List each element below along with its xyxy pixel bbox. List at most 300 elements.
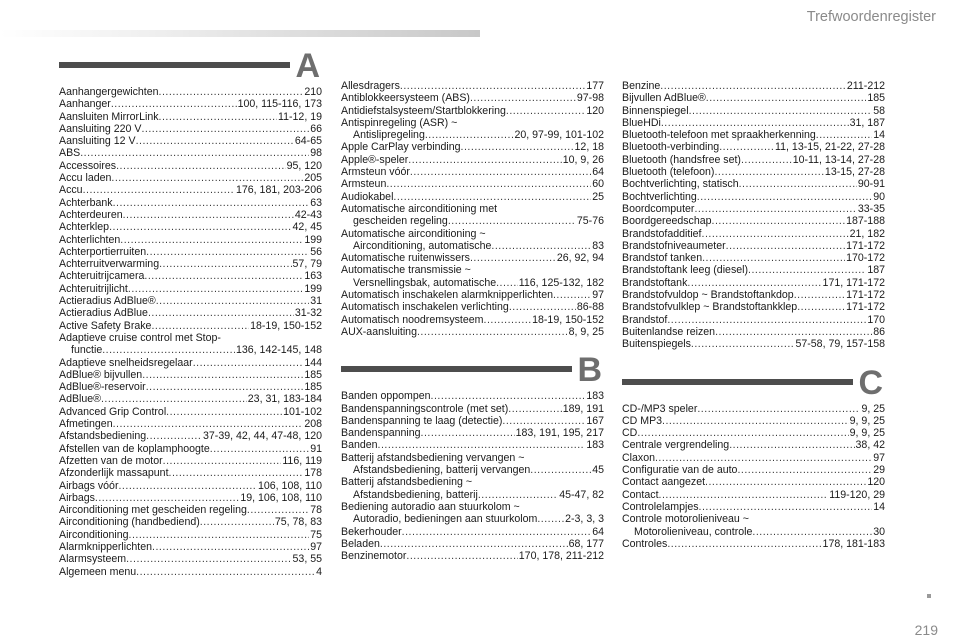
- entry-term: AdBlue®: [59, 393, 101, 406]
- entry-term: Advanced Grip Control: [59, 405, 167, 418]
- entry-term: Automatisch inschakelen verlichting: [341, 301, 509, 314]
- entry-leader-dots: [406, 550, 517, 562]
- entry-term: Automatische airconditioning ~: [341, 227, 486, 240]
- index-entry: [341, 264, 604, 276]
- entry-leader-dots: [816, 129, 872, 141]
- entry-leader-dots: [408, 154, 561, 166]
- entry-term: Batterij afstandsbediening vervangen ~: [341, 451, 525, 464]
- entry-leader-dots: [417, 326, 568, 338]
- entry-leader-dots: [101, 393, 247, 405]
- entry-leader-dots: [661, 117, 849, 129]
- index-entry: [341, 550, 604, 562]
- entry-leader-dots: [163, 455, 282, 467]
- entry-pages: 37-39, 42, 44, 47-48, 120: [203, 430, 322, 443]
- index-entry: [622, 338, 885, 350]
- entry-term: Brandstoftank leeg (diesel): [622, 264, 749, 277]
- index-entry: [341, 92, 604, 104]
- entry-leader-dots: [113, 418, 304, 430]
- entry-pages: 171-172: [846, 239, 885, 252]
- index-entry: [59, 147, 322, 159]
- page-marker-dot: [927, 594, 931, 598]
- entry-leader-dots: [378, 439, 586, 451]
- entry-term: Claxon: [622, 451, 655, 464]
- index-entry: [622, 289, 885, 301]
- entry-leader-dots: [380, 538, 568, 550]
- entry-term: Controlelampjes: [622, 500, 699, 513]
- index-entry: [341, 228, 604, 240]
- entry-leader-dots: [702, 252, 845, 264]
- entry-leader-dots: [461, 141, 574, 153]
- entry-leader-dots: [83, 184, 235, 196]
- entry-term: Bluetooth-telefoon met spraakherkenning: [622, 129, 816, 142]
- index-entry: [622, 154, 885, 166]
- entry-term: Apple®-speler: [341, 153, 409, 166]
- index-entry: [341, 240, 604, 252]
- entry-pages: 53, 55: [292, 553, 322, 566]
- entry-pages: 119-120, 29: [829, 488, 885, 501]
- entry-pages: 25: [592, 190, 604, 203]
- entry-leader-dots: [667, 314, 866, 326]
- index-entry: [341, 390, 604, 402]
- section-heading-c: [622, 363, 885, 403]
- entry-pages: 19, 106, 108, 110: [240, 491, 322, 504]
- entry-pages: 171, 171-172: [822, 276, 885, 289]
- entry-term: Contact aangezet: [622, 476, 706, 489]
- index-entry: [341, 252, 604, 264]
- entry-leader-dots: [80, 147, 309, 159]
- entry-pages: 100, 115-116, 173: [237, 98, 322, 111]
- entry-leader-dots: [491, 240, 591, 252]
- section-bar: [59, 62, 290, 68]
- entry-pages: 167: [586, 414, 604, 427]
- entry-leader-dots: [729, 439, 854, 451]
- index-entry: [59, 418, 322, 430]
- entry-term: Batterij afstandsbediening ~: [341, 476, 473, 489]
- entry-term: Bandenspanning: [341, 427, 421, 440]
- index-entry: [341, 105, 604, 117]
- index-entry: [59, 467, 322, 479]
- entry-term: Antidiefstalsysteem/Startblokkering: [341, 104, 506, 117]
- entry-leader-dots: [553, 289, 591, 301]
- entry-pages: 10, 9, 26: [562, 153, 604, 166]
- entry-term: Airconditioning: [59, 528, 129, 541]
- entry-leader-dots: [146, 246, 309, 258]
- index-entry: [59, 492, 322, 504]
- entry-leader-dots: [697, 191, 872, 203]
- index-entry: [59, 307, 322, 319]
- entry-pages: 56: [310, 245, 322, 258]
- entry-term: Actieradius AdBlue: [59, 307, 148, 320]
- index-entry: [59, 111, 322, 123]
- index-entry: [622, 191, 885, 203]
- entry-pages: 58: [873, 104, 885, 117]
- index-entry: [59, 197, 322, 209]
- entry-leader-dots: [126, 553, 291, 565]
- entry-term: Achterdeuren: [59, 208, 123, 221]
- entry-pages: 176, 181, 203-206: [235, 184, 322, 197]
- entry-term: Brandstofvuldop ~ Brandstoftankdop: [622, 289, 794, 302]
- entry-term: BlueHDi: [622, 116, 661, 129]
- entry-pages: 45: [592, 464, 604, 477]
- entry-pages: 10-11, 13-14, 27-28: [792, 153, 885, 166]
- entry-leader-dots: [393, 191, 591, 203]
- entry-leader-dots: [530, 464, 591, 476]
- section-heading-a: [59, 47, 322, 86]
- index-entry: [59, 443, 322, 455]
- index-entry: [622, 166, 885, 178]
- entry-leader-dots: [496, 277, 518, 289]
- entry-pages: 12, 18: [574, 141, 604, 154]
- entry-term: Automatische airconditioning met: [341, 202, 498, 215]
- entry-term: Achterlichten: [59, 233, 121, 246]
- entry-leader-dots: [400, 80, 585, 92]
- entry-term: Beladen: [341, 537, 380, 550]
- entry-term: Armsteun: [341, 178, 387, 191]
- entry-pages: 185: [867, 92, 885, 105]
- entry-leader-dots: [109, 221, 291, 233]
- index-entry: [59, 480, 322, 492]
- entry-leader-dots: [111, 172, 303, 184]
- entry-leader-dots: [247, 504, 309, 516]
- index-entry: [59, 332, 322, 344]
- index-entry: [341, 117, 604, 129]
- entry-term: CD: [622, 427, 638, 440]
- entry-leader-dots: [748, 264, 866, 276]
- index-entry: [622, 326, 885, 338]
- entry-pages: 187-188: [846, 215, 885, 228]
- entry-pages: 183: [586, 439, 604, 452]
- entry-leader-dots: [166, 406, 282, 418]
- entry-term: Motorolieniveau, controle: [634, 525, 753, 538]
- index-entry: [341, 166, 604, 178]
- entry-term: Aansluiting 12 V: [59, 135, 136, 148]
- index-entry: [59, 283, 322, 295]
- entry-leader-dots: [159, 258, 291, 270]
- entry-pages: 14: [873, 500, 885, 513]
- entry-leader-dots: [502, 415, 585, 427]
- entry-leader-dots: [410, 166, 591, 178]
- entry-term: gescheiden regeling: [353, 215, 448, 228]
- index-entry: [59, 504, 322, 516]
- entry-leader-dots: [159, 111, 278, 123]
- index-entry: [622, 92, 885, 104]
- entry-leader-dots: [687, 277, 821, 289]
- index-entry: [341, 452, 604, 464]
- entry-pages: 63: [310, 196, 322, 209]
- entry-term: functie: [71, 344, 103, 357]
- entry-term: Accu laden: [59, 172, 112, 185]
- entry-pages: 90: [873, 190, 885, 203]
- entry-leader-dots: [667, 538, 821, 550]
- entry-pages: 9, 9, 25: [849, 414, 885, 427]
- index-entry: [622, 264, 885, 276]
- entry-pages: 171-172: [846, 289, 885, 302]
- entry-term: Aansluiting 220 V: [59, 122, 142, 135]
- entry-term: Bluetooth (telefoon): [622, 166, 715, 179]
- entry-term: AdBlue® bijvullen: [59, 368, 143, 381]
- index-entry: [59, 516, 322, 528]
- entry-leader-dots: [659, 489, 829, 501]
- entry-pages: 9, 25: [861, 402, 885, 415]
- index-entry: [622, 129, 885, 141]
- entry-pages: 75: [310, 528, 322, 541]
- entry-leader-dots: [402, 526, 592, 538]
- entry-leader-dots: [156, 295, 309, 307]
- entry-leader-dots: [714, 166, 823, 178]
- index-entry: [59, 320, 322, 332]
- entry-term: Buitenspiegels: [622, 338, 691, 351]
- entry-leader-dots: [484, 314, 532, 326]
- entry-term: AdBlue®-reservoir: [59, 381, 146, 394]
- entry-pages: 75-76: [576, 215, 604, 228]
- section-bar: [341, 366, 572, 372]
- entry-pages: 86: [873, 325, 885, 338]
- entry-term: Antispinregeling (ASR) ~: [341, 116, 458, 129]
- entry-pages: 86-88: [576, 301, 604, 314]
- index-entry: [59, 234, 322, 246]
- entry-term: CD-/MP3 speler: [622, 402, 698, 415]
- entry-leader-dots: [478, 489, 558, 501]
- index-entry: [59, 541, 322, 553]
- entry-term: Banden: [341, 439, 378, 452]
- page-header-title: Trefwoordenregister: [806, 9, 936, 25]
- entry-pages: 106, 108, 110: [257, 479, 322, 492]
- index-entry: [341, 215, 604, 227]
- index-entry: [59, 209, 322, 221]
- entry-pages: 170: [867, 313, 885, 326]
- index-entry: [341, 501, 604, 513]
- entry-pages: 33-35: [857, 202, 885, 215]
- entry-pages: 177: [586, 80, 604, 92]
- entry-pages: 120: [586, 104, 604, 117]
- index-entry: [59, 98, 322, 110]
- entry-pages: 95, 120: [286, 159, 322, 172]
- entry-term: Adaptieve cruise control met Stop-: [59, 331, 221, 344]
- entry-pages: 185: [304, 381, 322, 394]
- index-entry: [59, 246, 322, 258]
- entry-leader-dots: [699, 501, 873, 513]
- index-entry: [341, 415, 604, 427]
- entry-term: Algemeen menu: [59, 565, 137, 578]
- entry-term: Boordcomputer: [622, 202, 695, 215]
- index-entry: [59, 344, 322, 356]
- entry-pages: 57-58, 79, 157-158: [795, 338, 885, 351]
- entry-term: Actieradius AdBlue®: [59, 295, 156, 308]
- entry-pages: 14: [873, 129, 885, 142]
- entry-pages: 4: [316, 565, 322, 578]
- entry-pages: 183: [586, 390, 604, 403]
- entry-term: Brandstofadditief: [622, 227, 702, 240]
- index-entry: [341, 129, 604, 141]
- entry-leader-dots: [148, 307, 294, 319]
- entry-leader-dots: [123, 209, 294, 221]
- index-entry: [622, 403, 885, 415]
- index-entry: [622, 301, 885, 313]
- index-entry: [341, 314, 604, 326]
- index-entry: [622, 476, 885, 488]
- entry-leader-dots: [739, 178, 857, 190]
- entry-term: Airconditioning met gescheiden regeling: [59, 504, 247, 517]
- entry-term: Bandenspanningscontrole (met set): [341, 402, 509, 415]
- entry-term: CD MP3: [622, 414, 663, 427]
- index-entry: [622, 538, 885, 550]
- entry-leader-dots: [169, 467, 304, 479]
- entry-leader-dots: [797, 301, 845, 313]
- entry-pages: 208: [304, 418, 322, 431]
- entry-leader-dots: [509, 301, 576, 313]
- entry-pages: 11-12, 19: [278, 110, 322, 123]
- entry-pages: 2-3, 3, 3: [565, 513, 604, 526]
- entry-term: Automatisch noodremsysteem: [341, 313, 484, 326]
- entry-pages: 97: [310, 540, 322, 553]
- entry-term: Contact: [622, 488, 659, 501]
- entry-term: Bijvullen AdBlue®: [622, 92, 706, 105]
- index-entry: [59, 123, 322, 135]
- index-entry: [622, 141, 885, 153]
- index-entry: [622, 501, 885, 513]
- index-entry: [341, 489, 604, 501]
- entry-pages: 60: [592, 178, 604, 191]
- entry-term: Benzine: [622, 80, 661, 92]
- index-list-b-continued: [622, 80, 885, 351]
- index-entry: [341, 301, 604, 313]
- entry-term: Automatische ruitenwissers: [341, 252, 470, 265]
- entry-pages: 66: [310, 122, 322, 135]
- entry-pages: 116, 119: [282, 454, 322, 467]
- entry-leader-dots: [95, 492, 239, 504]
- entry-pages: 171-172: [846, 301, 885, 314]
- entry-pages: 97-98: [576, 92, 604, 105]
- entry-pages: 101-102: [283, 405, 322, 418]
- entry-leader-dots: [210, 443, 309, 455]
- entry-term: Controle motorolieniveau ~: [622, 513, 749, 526]
- index-entry: [59, 393, 322, 405]
- entry-pages: 64: [592, 525, 604, 538]
- entry-term: Alarmknipperlichten: [59, 540, 153, 553]
- entry-pages: 11, 13-15, 21-22, 27-28: [775, 141, 885, 154]
- page-number: 219: [914, 622, 938, 638]
- entry-term: Bandenspanning te laag (detectie): [341, 414, 503, 427]
- entry-leader-dots: [102, 344, 235, 356]
- entry-pages: 136, 142-145, 148: [235, 344, 322, 357]
- entry-pages: 31: [310, 295, 322, 308]
- entry-term: Accessoires: [59, 159, 117, 172]
- entry-pages: 183, 191, 195, 217: [515, 427, 604, 440]
- index-entry: [341, 191, 604, 203]
- entry-leader-dots: [128, 283, 303, 295]
- index-entry: [622, 439, 885, 451]
- index-entry: [59, 357, 322, 369]
- index-entry: [59, 529, 322, 541]
- entry-leader-dots: [113, 197, 310, 209]
- index-entry: [341, 277, 604, 289]
- entry-pages: 178, 181-183: [822, 537, 885, 550]
- index-entry: [622, 228, 885, 240]
- entry-leader-dots: [537, 513, 564, 525]
- index-entry: [622, 452, 885, 464]
- entry-term: Versnellingsbak, automatische: [353, 276, 497, 289]
- entry-leader-dots: [136, 135, 294, 147]
- entry-term: Buitenlandse reizen: [622, 325, 716, 338]
- entry-pages: 189, 191: [562, 402, 604, 415]
- entry-pages: 210: [304, 86, 322, 98]
- entry-pages: 42-43: [294, 208, 322, 221]
- entry-leader-dots: [116, 160, 286, 172]
- entry-term: Bluetooth (handsfree set): [622, 153, 741, 166]
- entry-term: Banden oppompen: [341, 390, 431, 403]
- entry-leader-dots: [689, 105, 873, 117]
- entry-term: Adaptieve snelheidsregelaar: [59, 356, 193, 369]
- entry-pages: 21, 182: [849, 227, 885, 240]
- index-entry: [341, 538, 604, 550]
- entry-term: Binnenspiegel: [622, 104, 689, 117]
- entry-term: Bluetooth-verbinding: [622, 141, 720, 154]
- entry-term: Brandstofniveaumeter: [622, 239, 726, 252]
- entry-pages: 120: [867, 476, 885, 489]
- entry-term: AUX-aansluiting: [341, 325, 417, 338]
- index-list-b: [341, 390, 604, 562]
- entry-term: Antislipregeling: [353, 129, 425, 142]
- index-entry: [59, 184, 322, 196]
- entry-term: Afmetingen: [59, 418, 113, 431]
- entry-pages: 144: [304, 356, 322, 369]
- entry-pages: 31, 187: [849, 116, 885, 129]
- entry-pages: 98: [310, 147, 322, 160]
- entry-pages: 42, 45: [292, 221, 322, 234]
- entry-leader-dots: [111, 98, 237, 110]
- entry-term: Bochtverlichting: [622, 190, 697, 203]
- entry-pages: 187: [867, 264, 885, 277]
- entry-leader-dots: [694, 203, 856, 215]
- entry-term: Active Safety Brake: [59, 319, 152, 332]
- entry-leader-dots: [737, 464, 872, 476]
- index-entry: [622, 489, 885, 501]
- entry-pages: 116, 125-132, 182: [518, 276, 604, 289]
- entry-leader-dots: [146, 381, 304, 393]
- index-entry: [59, 430, 322, 442]
- entry-leader-dots: [752, 526, 872, 538]
- entry-pages: 45-47, 82: [559, 488, 604, 501]
- index-entry: [341, 526, 604, 538]
- entry-leader-dots: [662, 415, 849, 427]
- entry-term: Airconditioning, automatische: [353, 239, 492, 252]
- entry-term: Achterruitverwarming: [59, 258, 160, 271]
- entry-pages: 38, 42: [855, 439, 885, 452]
- entry-pages: 30: [873, 525, 885, 538]
- entry-pages: 29: [873, 464, 885, 477]
- entry-term: Apple CarPlay verbinding: [341, 141, 461, 154]
- entry-term: ABS: [59, 147, 81, 160]
- index-entry: [341, 427, 604, 439]
- entry-leader-dots: [702, 228, 849, 240]
- entry-term: Bochtverlichting, statisch: [622, 178, 739, 191]
- entry-leader-dots: [386, 178, 591, 190]
- entry-pages: 57, 79: [292, 258, 322, 271]
- entry-leader-dots: [144, 270, 303, 282]
- index-entry: [341, 464, 604, 476]
- index-entry: [622, 215, 885, 227]
- entry-leader-dots: [200, 516, 274, 528]
- index-entry: [341, 80, 604, 92]
- entry-term: Antiblokkeersysteem (ABS): [341, 92, 470, 105]
- entry-leader-dots: [508, 403, 562, 415]
- column-b: [341, 80, 604, 562]
- entry-leader-dots: [705, 476, 866, 488]
- entry-leader-dots: [136, 566, 315, 578]
- entry-leader-dots: [506, 105, 585, 117]
- entry-pages: 170, 178, 211-212: [518, 550, 604, 563]
- index-entry: [622, 203, 885, 215]
